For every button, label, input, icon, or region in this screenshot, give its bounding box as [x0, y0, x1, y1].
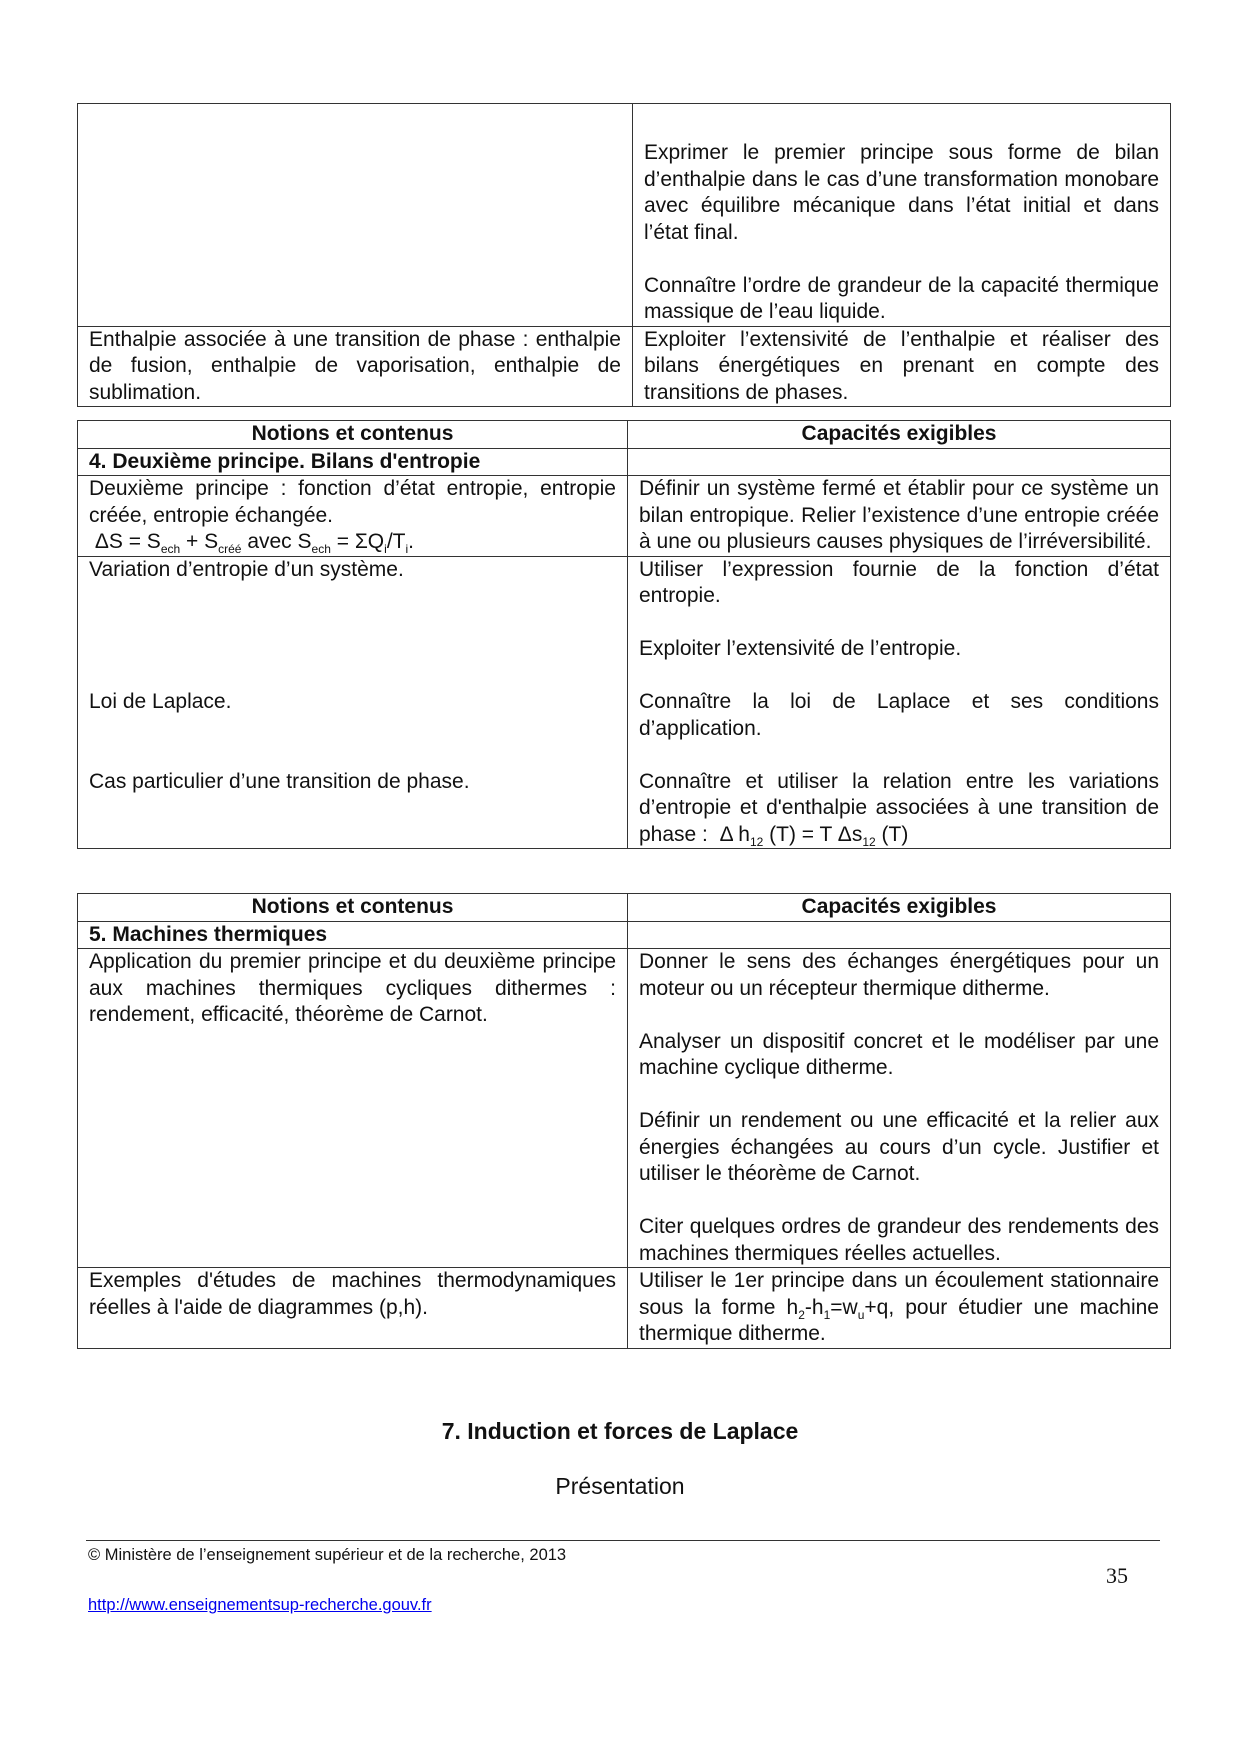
- empty-cell: [628, 448, 1171, 476]
- table-entropie: [77, 420, 1171, 849]
- notion-cell: Enthalpie associée à une transition de phase : enthalpie de fusion, enthalpie de vaporisation, enthalpie de sublimation.: [78, 326, 633, 407]
- capacite-text: Connaître et utiliser la relation entre les variations d’entropie et d'enthalpie associées à une transition de phase : Δ $h_{12}$ (T) = T $\Delta s_{12}$ (T): [639, 769, 1159, 849]
- capacite-text: Utiliser l’expression fournie de la fonction d’état entropie.: [639, 557, 1159, 607]
- notion-cell: [78, 476, 628, 557]
- notion-cell: [78, 556, 628, 849]
- capacite-text: Exploiter l’extensivité de l’entropie.: [639, 637, 962, 660]
- capacites-cell: [633, 104, 1171, 327]
- capacites-cell: [628, 556, 1171, 849]
- notion-text: Variation d’entropie d’un système.: [89, 557, 404, 581]
- notion-cell: Exemples d'études de machines thermodynamiques réelles à l'aide de diagrammes (p,h).: [78, 1268, 628, 1349]
- header-notions: Notions et contenus: [78, 894, 628, 922]
- notion-text: Deuxième principe : fonction d’état entropie, entropie créée, entropie échangée.: [89, 477, 616, 527]
- entropy-balance-formula: $\Delta S = S_{ech} + S_{créé}$ avec $S_{ech} = \Sigma Q_i/T_i$.: [94, 530, 414, 557]
- capacites-cell: Exploiter l’extensivité de l’enthalpie et réaliser des bilans énergétiques en prenant en compte des transitions de phases.: [633, 326, 1171, 407]
- footer-divider: [86, 1540, 1160, 1541]
- empty-cell: [628, 921, 1171, 949]
- header-notions: Notions et contenus: [78, 421, 628, 449]
- capacites-cell: Définir un système fermé et établir pour ce système un bilan entropique. Relier l’existence d’une entropie créée à une ou plusieurs causes physiques de l’irréversibilité.: [628, 476, 1171, 557]
- capacite-text: Exprimer le premier principe sous forme de bilan d’enthalpie dans le cas d’une transformation monobare avec équilibre mécanique dans l’état initial et dans l’état final.: [644, 141, 1159, 244]
- header-capacites: Capacités exigibles: [628, 894, 1171, 922]
- section-row: [78, 448, 1171, 476]
- capacite-text: Connaître la loi de Laplace et ses conditions d’application.: [639, 690, 1159, 740]
- capacite-text: Définir un rendement ou une efficacité et la relier aux énergies échangées au cours d’un cycle. Justifier et utiliser le théorème de Carnot.: [639, 1109, 1159, 1185]
- section-title: 4. Deuxième principe. Bilans d'entropie: [78, 448, 628, 476]
- table-row: [78, 949, 1171, 1268]
- notion-cell: Application du premier principe et du deuxième principe aux machines thermiques cycliques dithermes : rendement, efficacité, théorème de Carnot.: [78, 949, 628, 1268]
- table-header-row: [78, 421, 1171, 449]
- capacite-text: Analyser un dispositif concret et le modéliser par une machine cyclique ditherme.: [639, 1029, 1159, 1079]
- copyright-notice: © Ministère de l’enseignement supérieur et de la recherche, 2013: [88, 1546, 567, 1564]
- table-row: [78, 556, 1171, 849]
- header-capacites: Capacités exigibles: [628, 421, 1171, 449]
- table-machines-thermiques: [77, 893, 1171, 1349]
- capacite-text: Donner le sens des échanges énergétiques pour un moteur ou un récepteur thermique ditherme.: [639, 950, 1159, 1000]
- capacites-cell: [628, 949, 1171, 1268]
- section-row: [78, 921, 1171, 949]
- section-heading: Présentation: [555, 1473, 685, 1499]
- chapter-title: 7. Induction et forces de Laplace: [441, 1418, 799, 1444]
- table-header-row: [78, 894, 1171, 922]
- footer-link[interactable]: http://www.enseignementsup-recherche.gouv.fr: [88, 1596, 432, 1614]
- empty-cell: [78, 104, 633, 327]
- capacite-text: Utiliser le 1er principe dans un écoulement stationnaire sous la forme $h_2-h_1=w_u+q$, pour étudier une machine thermique ditherme.: [639, 1269, 1159, 1345]
- table-row: [78, 104, 1171, 327]
- capacite-text: Citer quelques ordres de grandeur des rendements des machines thermiques réelles actuelles.: [639, 1215, 1159, 1265]
- page-number: 35: [1106, 1563, 1128, 1588]
- notion-text: Cas particulier d’une transition de phase.: [89, 769, 470, 793]
- table-row: [78, 476, 1171, 557]
- table-continuation: [77, 103, 1171, 407]
- capacites-cell: [628, 1268, 1171, 1349]
- section-title: 5. Machines thermiques: [78, 921, 628, 949]
- capacite-text: Connaître l’ordre de grandeur de la capacité thermique massique de l’eau liquide.: [644, 273, 1159, 323]
- table-row: [78, 326, 1171, 407]
- notion-text: Loi de Laplace.: [89, 690, 232, 713]
- table-row: [78, 1268, 1171, 1349]
